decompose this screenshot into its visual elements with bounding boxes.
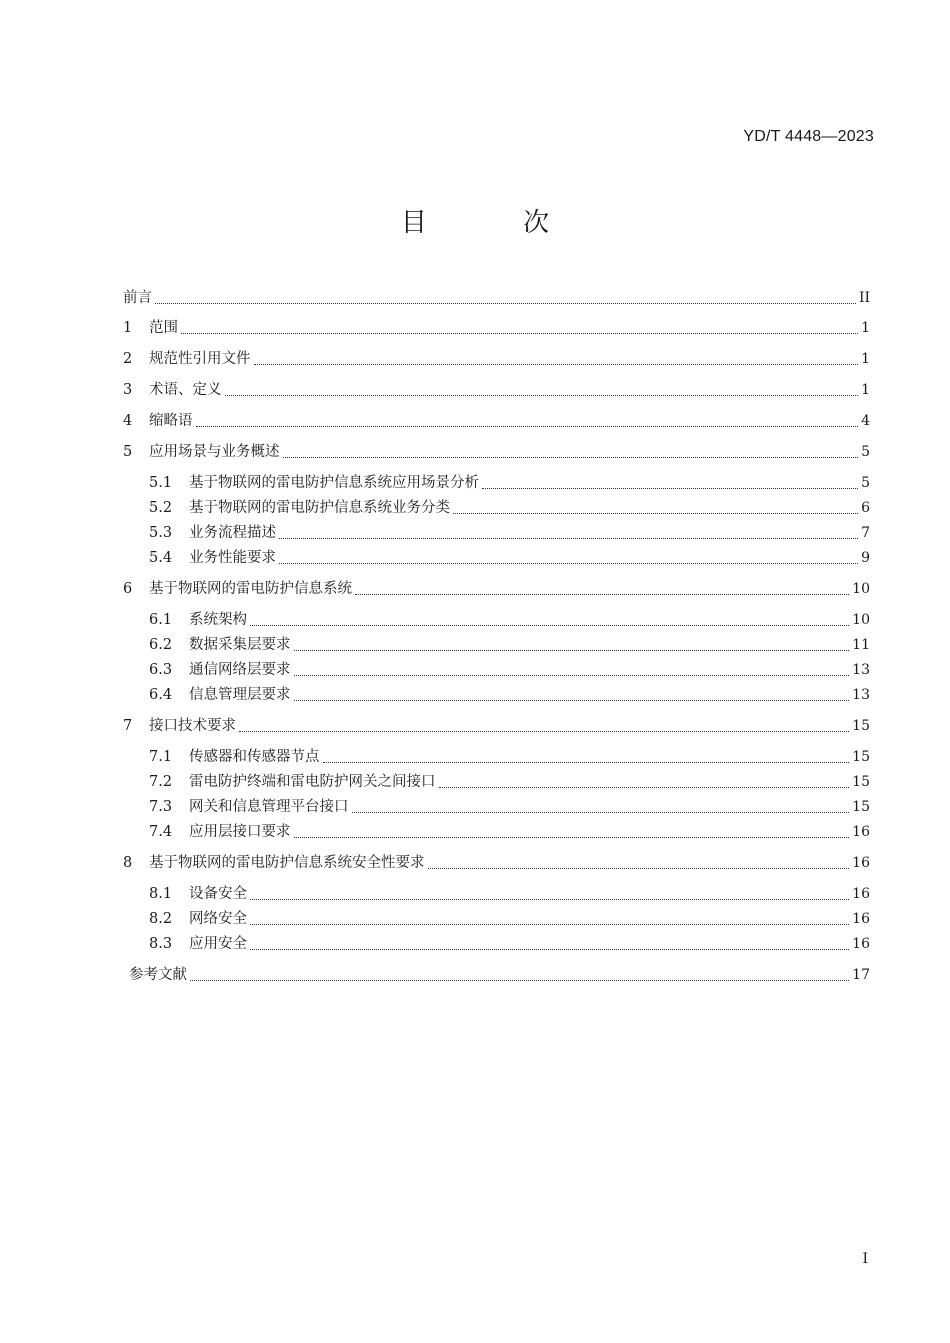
toc-entry-page: 16 [852, 886, 870, 902]
dot-leader [196, 425, 859, 427]
toc-entry-text: 网络安全 [189, 911, 247, 927]
toc-entry-text: 基于物联网的雷电防护信息系统应用场景分析 [189, 475, 479, 491]
toc-entry-page: 5 [861, 444, 870, 460]
toc-entry-number: 7.4 [149, 824, 173, 840]
toc-entry-text: 业务性能要求 [189, 550, 276, 566]
toc-entry-number: 8.1 [149, 886, 173, 902]
toc-entry-number: 8 [123, 855, 133, 871]
toc-entry-number: 7.1 [149, 749, 173, 765]
toc-entry-text: 业务流程描述 [189, 525, 276, 541]
toc-entry-text: 设备安全 [189, 886, 247, 902]
toc-entry-2[interactable] [123, 348, 870, 370]
toc-entry-number: 6 [123, 581, 133, 597]
toc-entry-5-1[interactable] [149, 472, 870, 494]
dot-leader [453, 512, 858, 514]
toc-entry-page: 10 [852, 581, 870, 597]
standard-code: YD/T 4448—2023 [743, 128, 874, 145]
toc-entry-page: 16 [852, 855, 870, 871]
dot-leader [250, 624, 849, 626]
toc-entry-page: 6 [861, 500, 870, 516]
toc-entry-number: 5.4 [149, 550, 173, 566]
dot-leader [250, 948, 849, 950]
toc-entry-8-3[interactable] [149, 933, 870, 955]
toc-entry-text: 接口技术要求 [149, 718, 236, 734]
toc-entry-page: 4 [861, 413, 870, 429]
toc-entry-5-2[interactable] [149, 497, 870, 519]
toc-entry-text: 数据采集层要求 [189, 637, 291, 653]
toc-entry-number: 5.2 [149, 500, 173, 516]
toc-entry-text: 系统架构 [189, 612, 247, 628]
toc-entry-1[interactable] [123, 317, 870, 339]
toc-entry-page: 13 [852, 662, 870, 678]
toc-entry-page: 7 [861, 525, 870, 541]
toc-entry-text: 基于物联网的雷电防护信息系统 [149, 581, 352, 597]
toc-entry-foreword[interactable] [123, 287, 870, 309]
dot-leader [294, 836, 850, 838]
toc-entry-6-3[interactable] [149, 659, 870, 681]
toc-entry-text: 术语、定义 [149, 382, 222, 398]
dot-leader [225, 394, 859, 396]
toc-entry-7-3[interactable] [149, 796, 870, 818]
toc-entry-text: 传感器和传感器节点 [189, 749, 320, 765]
toc-entry-text: 应用安全 [189, 936, 247, 952]
toc-entry-7[interactable] [123, 715, 870, 737]
toc-entry-page: 13 [852, 687, 870, 703]
dot-leader [279, 537, 858, 539]
toc-entry-6[interactable] [123, 578, 870, 600]
toc-entry-number: 5.1 [149, 475, 173, 491]
toc-entry-page: 1 [861, 320, 870, 336]
toc-entry-text: 通信网络层要求 [189, 662, 291, 678]
toc-entry-number: 1 [123, 320, 133, 336]
toc-entry-page: 1 [861, 351, 870, 367]
toc-entry-8[interactable] [123, 852, 870, 874]
dot-leader [155, 302, 856, 304]
dot-leader [239, 730, 849, 732]
toc-entry-bibliography[interactable] [129, 964, 870, 986]
toc-entry-page: 9 [861, 550, 870, 566]
toc-entry-number: 3 [123, 382, 133, 398]
toc-entry-number: 6.3 [149, 662, 173, 678]
toc-entry-page: 16 [852, 936, 870, 952]
dot-leader [294, 674, 850, 676]
toc-entry-7-4[interactable] [149, 821, 870, 843]
toc-entry-6-1[interactable] [149, 609, 870, 631]
dot-leader [439, 786, 850, 788]
dot-leader [254, 363, 859, 365]
toc-entry-text: 雷电防护终端和雷电防护网关之间接口 [189, 774, 436, 790]
toc-entry-8-2[interactable] [149, 908, 870, 930]
toc-entry-text: 应用场景与业务概述 [149, 444, 280, 460]
toc-entry-number: 6.4 [149, 687, 173, 703]
page-title: 目 次 [400, 208, 594, 238]
toc-entry-page: 15 [852, 718, 870, 734]
toc-entry-text: 应用层接口要求 [189, 824, 291, 840]
toc-entry-number: 7.3 [149, 799, 173, 815]
toc-entry-number: 6.1 [149, 612, 173, 628]
toc-entry-number: 2 [123, 351, 133, 367]
toc-entry-5-3[interactable] [149, 522, 870, 544]
toc-entry-5[interactable] [123, 441, 870, 463]
toc-entry-page: 15 [852, 799, 870, 815]
toc-entry-page: 16 [852, 824, 870, 840]
dot-leader [352, 811, 850, 813]
toc-entry-7-2[interactable] [149, 771, 870, 793]
toc-entry-page: II [858, 290, 870, 306]
dot-leader [250, 923, 849, 925]
toc-entry-7-1[interactable] [149, 746, 870, 768]
toc-entry-number: 6.2 [149, 637, 173, 653]
dot-leader [323, 761, 850, 763]
dot-leader [355, 593, 849, 595]
toc-entry-6-4[interactable] [149, 684, 870, 706]
toc-entry-number: 8.3 [149, 936, 173, 952]
toc-entry-text: 前言 [123, 290, 152, 306]
dot-leader [279, 562, 858, 564]
toc-entry-page: 16 [852, 911, 870, 927]
toc-entry-text: 参考文献 [129, 967, 187, 983]
toc-entry-page: 17 [852, 967, 870, 983]
toc-entry-6-2[interactable] [149, 634, 870, 656]
dot-leader [250, 898, 849, 900]
dot-leader [482, 487, 858, 489]
toc-entry-number: 5.3 [149, 525, 173, 541]
dot-leader [283, 456, 859, 458]
dot-leader [190, 979, 849, 981]
toc-entry-text: 基于物联网的雷电防护信息系统安全性要求 [149, 855, 425, 871]
toc-entry-number: 4 [123, 413, 133, 429]
toc-entry-number: 7 [123, 718, 133, 734]
toc-entry-text: 范围 [149, 320, 178, 336]
toc-entry-5-4[interactable] [149, 547, 870, 569]
toc-entry-text: 规范性引用文件 [149, 351, 251, 367]
toc-entry-text: 基于物联网的雷电防护信息系统业务分类 [189, 500, 450, 516]
toc-entry-text: 网关和信息管理平台接口 [189, 799, 349, 815]
toc-entry-number: 5 [123, 444, 133, 460]
dot-leader [294, 649, 850, 651]
toc-entry-page: 11 [852, 637, 870, 653]
toc-entry-number: 8.2 [149, 911, 173, 927]
toc-entry-8-1[interactable] [149, 883, 870, 905]
toc-entry-page: 1 [861, 382, 870, 398]
dot-leader [181, 332, 858, 334]
dot-leader [294, 699, 850, 701]
toc-entry-4[interactable] [123, 410, 870, 432]
toc-entry-page: 15 [852, 774, 870, 790]
dot-leader [428, 867, 850, 869]
toc-entry-text: 信息管理层要求 [189, 687, 291, 703]
toc-entry-page: 5 [861, 475, 870, 491]
toc-entry-page: 10 [852, 612, 870, 628]
toc-entry-page: 15 [852, 749, 870, 765]
toc-entry-number: 7.2 [149, 774, 173, 790]
toc-entry-3[interactable] [123, 379, 870, 401]
page-number: I [862, 1251, 868, 1267]
toc-entry-text: 缩略语 [149, 413, 193, 429]
